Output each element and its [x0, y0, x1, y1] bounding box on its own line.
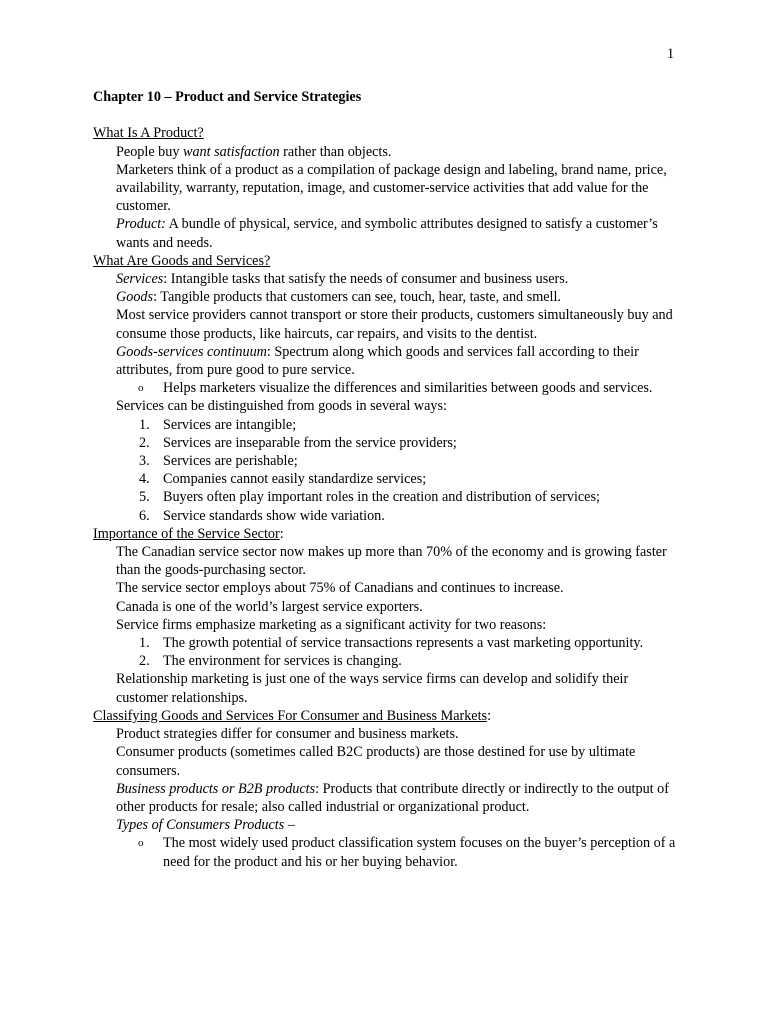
definition-b2b: Business products or B2B products: Products that contribute directly or indirectly to the output of other products for resale; also called industrial or organizational product. [116, 780, 669, 815]
list-item [93, 452, 683, 470]
list-item [93, 470, 683, 488]
list-text: Service standards show wide variation. [163, 507, 385, 524]
paragraph: Canada is one of the world’s largest service exporters. [116, 598, 423, 615]
paragraph: The Canadian service sector now makes up more than 70% of the economy and is growing faster than the goods-purchasing sector. [116, 544, 667, 579]
paragraph: Most service providers cannot transport or store their products, customers simultaneously buy and consume those products, like haircuts, car repairs, and visits to the dentist. [116, 307, 673, 342]
paragraph: Marketers think of a product as a compilation of package design and labeling, brand name, price, availability, warranty, reputation, image, and customer-service activities that add value for the customer. [116, 161, 667, 215]
list-text: Services are perishable; [163, 453, 298, 470]
bullet-marker: o [138, 837, 144, 850]
list-number: 5. [139, 489, 150, 506]
term: Services [116, 271, 164, 288]
list-number: 2. [139, 653, 150, 670]
heading-classifying: Classifying Goods and Services For Consumer and Business Markets [93, 707, 488, 724]
numbered-list [93, 634, 683, 670]
list-number: 3. [139, 453, 150, 470]
heading-importance: Importance of the Service Sector [93, 525, 280, 542]
bullet-item: o Helps marketers visualize the differences and similarities between goods and services. [138, 380, 653, 397]
list-item [93, 488, 683, 506]
term: Goods-services continuum [116, 343, 267, 360]
term: Goods [116, 289, 154, 306]
definition-product: Product: A bundle of physical, service, and symbolic attributes designed to satisfy a customer’s wants and needs. [116, 216, 658, 251]
list-text: The growth potential of service transactions represents a vast marketing opportunity. [163, 635, 644, 652]
list-number: 6. [139, 507, 150, 524]
list-number: 1. [139, 635, 150, 652]
subheading-types: Types of Consumers Products – [116, 817, 295, 834]
list-item [93, 416, 683, 434]
list-number: 1. [139, 416, 150, 433]
heading-what-is-product: What Is A Product? [93, 125, 204, 142]
list-item [93, 434, 683, 452]
list-text: Buyers often play important roles in the creation and distribution of services; [163, 489, 600, 506]
paragraph: Relationship marketing is just one of the ways service firms can develop and solidify their customer relationships. [116, 671, 629, 706]
term: Business products or B2B products [116, 780, 316, 797]
definition-goods: Goods: Tangible products that customers can see, touch, hear, taste, and smell. [116, 289, 561, 306]
definition-services: Services: Intangible tasks that satisfy the needs of consumer and business users. [116, 271, 569, 288]
list-item [93, 652, 683, 670]
paragraph: Services can be distinguished from goods in several ways: [116, 398, 447, 415]
page-number: 1 [667, 46, 675, 62]
list-number: 4. [139, 471, 150, 488]
list-text: Companies cannot easily standardize services; [163, 471, 427, 488]
list-item [93, 507, 683, 525]
emphasis: want satisfaction [183, 143, 280, 160]
list-item [93, 634, 683, 652]
list-text: Services are intangible; [163, 416, 297, 433]
list-text: Services are inseparable from the service providers; [163, 434, 457, 451]
numbered-list [93, 416, 683, 525]
bullet-item: o The most widely used product classification system focuses on the buyer’s perception of a need for the product and his or her buying behavior. [138, 835, 676, 870]
definition-continuum: Goods-services continuum: Spectrum along which goods and services fall according to their attributes, from pure good to pure service. [116, 343, 639, 379]
list-number: 2. [139, 434, 150, 451]
paragraph: The service sector employs about 75% of Canadians and continues to increase. [116, 580, 564, 597]
document-body [93, 88, 683, 871]
page-title: Chapter 10 – Product and Service Strategies [93, 89, 362, 105]
list-text: The environment for services is changing. [163, 653, 402, 670]
heading-goods-services: What Are Goods and Services? [93, 252, 271, 269]
paragraph: People buy want satisfaction rather than objects. [116, 143, 392, 160]
paragraph: Product strategies differ for consumer and business markets. [116, 726, 459, 743]
heading-importance-line: Importance of the Service Sector: [93, 525, 284, 542]
bullet-marker: o [138, 382, 144, 395]
paragraph: Service firms emphasize marketing as a significant activity for two reasons: [116, 616, 547, 633]
heading-classifying-line: Classifying Goods and Services For Consumer and Business Markets: [93, 707, 492, 724]
paragraph: Consumer products (sometimes called B2C products) are those destined for use by ultimate consumers. [116, 744, 636, 779]
term: Product: [116, 216, 166, 233]
